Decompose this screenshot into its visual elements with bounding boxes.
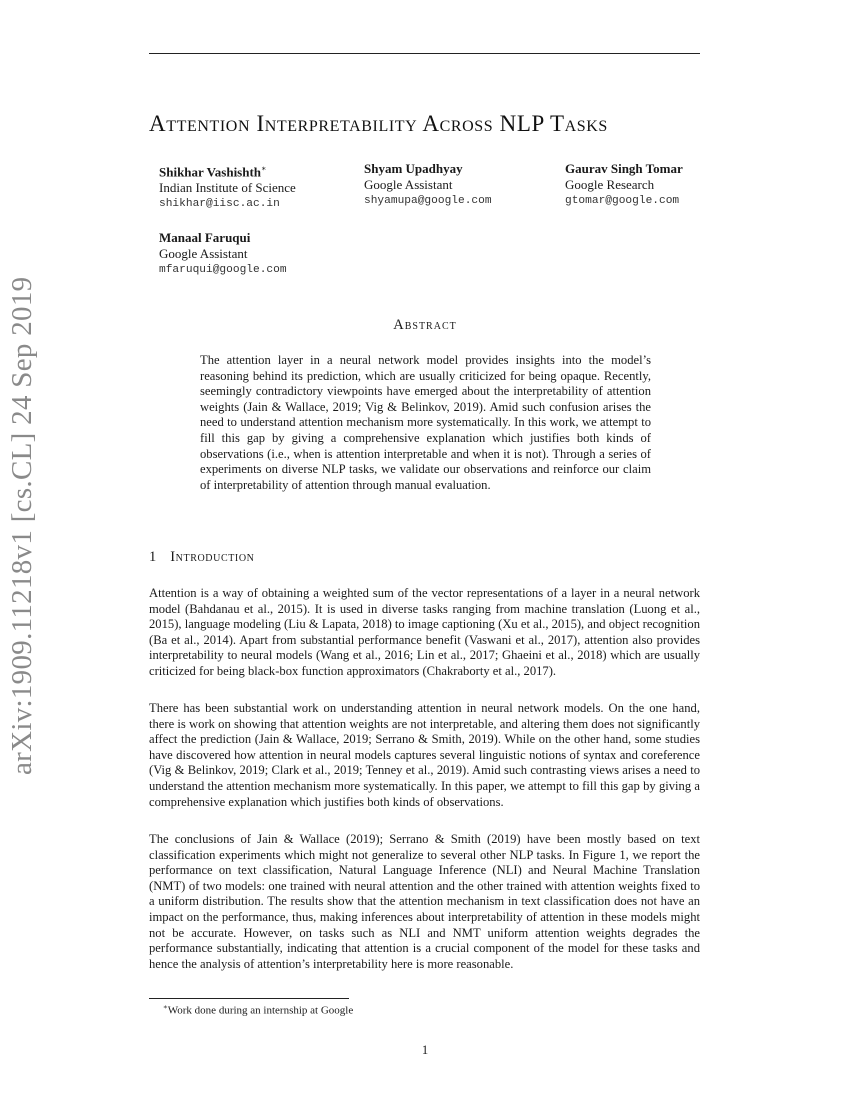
author-block (565, 161, 683, 209)
section-number: 1 (149, 549, 157, 565)
author-email[interactable]: shikhar@iisc.ac.in (159, 198, 280, 211)
arxiv-identifier: arXiv:1909.11218v1 [cs.CL] 24 Sep 2019 (6, 276, 38, 775)
section-heading (149, 549, 255, 566)
author-name: Gaurav Singh Tomar (565, 161, 683, 176)
body-paragraph: Attention is a way of obtaining a weighted sum of the vector representations of a layer in a neural network model (Bahdanau et al., 2015). It is used in diverse tasks ranging from machine translation (Luong et al., 2015), language modeling (Liu & Lapata, 2018) to image captioning (Xu et al., 2015), and object recognition (Ba et al., 2014). Apart from substantial performance benefit (Vaswani et al., 2017), attention also provides interpretability to neural models (Wang et al., 2016; Lin et al., 2017; Ghaeini et al., 2018) which are usually criticized for being black-box function approximators (Chakraborty et al., 2017). (149, 586, 700, 678)
author-block (159, 161, 296, 212)
body-paragraph: There has been substantial work on understanding attention in neural network models. On the one hand, there is work on showing that attention weights are not interpretable, and altering them does not significantly affect the prediction (Jain & Wallace, 2019; Serrano & Smith, 2019). While on the other hand, some studies have discovered how attention in neural models captures several linguistic notions of syntax and coreference (Vig & Belinkov, 2019; Clark et al., 2019; Tenney et al., 2019). Amid such contrasting views arises a need to understand the attention mechanism more systematically. In this paper, we attempt to fill this gap by giving a comprehensive explanation which justifies both kinds of observations. (149, 701, 700, 809)
footnote-mark: ∗ (261, 164, 267, 173)
page-number: 1 (421, 1043, 429, 1057)
author-email[interactable]: gtomar@google.com (565, 195, 680, 207)
author-name: Shyam Upadhyay (364, 161, 463, 176)
author-block (364, 161, 492, 209)
header-rule (149, 53, 700, 54)
footnote-mark: ∗ (163, 1003, 168, 1011)
arxiv-sidebar (4, 0, 54, 1100)
author-block (159, 230, 287, 278)
author-affiliation: Google Assistant (159, 246, 248, 261)
author-email[interactable]: shyamupa@google.com (364, 195, 492, 207)
paper-title: Attention Interpretability Across NLP Tasks (149, 111, 608, 136)
section-title: Introduction (170, 549, 255, 565)
author-name: Manaal Faruqui (159, 230, 251, 245)
body-paragraph: The conclusions of Jain & Wallace (2019); Serrano & Smith (2019) have been mostly based on text classification experiments which might not generalize to several other NLP tasks. In Figure 1, we report the performance on text classification, Natural Language Inference (NLI) and Neural Machine Translation (NMT) of two models: one trained with neural attention and the other trained with attention weights fixed to a uniform distribution. The results show that the attention mechanism in text classification does not have an impact on the performance, thus, making inferences about interpretability of attention in these models might not be accurate. However, on tasks such as NLI and NMT uniform attention weights degrades the performance substantially, indicating that attention is a crucial component of the model for these tasks and hence the analysis of attention’s interpretability here is more reasonable. (149, 832, 700, 971)
footnote-rule (149, 998, 349, 999)
author-affiliation: Google Assistant (364, 177, 453, 192)
abstract-text: The attention layer in a neural network model provides insights into the model’s reasoning behind its prediction, which are usually criticized for being opaque. Recently, seemingly contradictory viewpoints have emerged about the interpretability of attention weights (Jain & Wallace, 2019; Vig & Belinkov, 2019). Amid such confusion arises the need to understand attention mechanism more systematically. In this work, we attempt to fill this gap by giving a comprehensive explanation which justifies both kinds of observations (i.e., when is attention interpretable and when it is not). Through a series of experiments on diverse NLP tasks, we validate our observations and reinforce our claim of interpretability of attention through manual evaluation. (200, 353, 651, 492)
author-name: Shikhar Vashishth (159, 164, 262, 180)
author-affiliation: Indian Institute of Science (159, 180, 296, 196)
footnote-text: Work done during an internship at Google (167, 1004, 354, 1017)
footnote (163, 1003, 353, 1017)
author-affiliation: Google Research (565, 177, 655, 192)
abstract-heading: Abstract (393, 317, 457, 333)
author-email[interactable]: mfaruqui@google.com (159, 264, 287, 276)
